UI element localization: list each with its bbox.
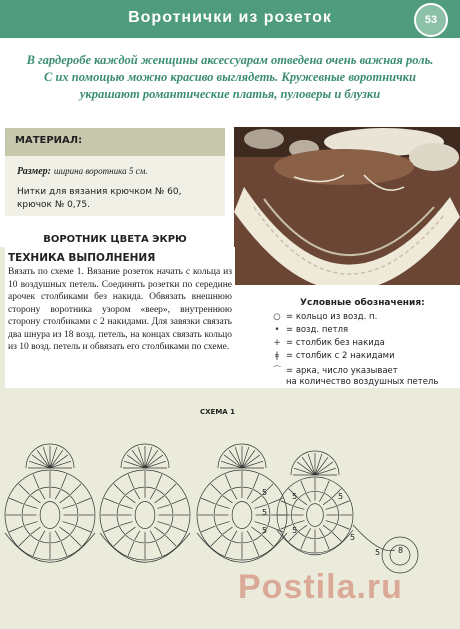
watermark: Postila.ru [238, 568, 403, 606]
stitch-post [9, 526, 23, 532]
fan-stitch [315, 457, 328, 475]
legend-item [268, 312, 377, 322]
arc-count-label: 5 [350, 533, 356, 542]
stitch-post [253, 474, 259, 488]
stitch-post [128, 474, 134, 488]
fan-stitch [127, 455, 145, 468]
material-line: крючок № 0,75. [17, 200, 90, 210]
arc-count-label: 5 [292, 492, 298, 501]
page-header [0, 0, 460, 38]
fan-stitch [145, 450, 158, 468]
fan-stitch [242, 447, 249, 468]
page-title: Воротнички из розеток [128, 9, 332, 26]
stitch-post [19, 535, 30, 546]
stitch-post [135, 490, 140, 499]
stitch-post [120, 522, 132, 526]
stitch-post [324, 481, 329, 493]
arc-count-label: 5 [262, 488, 268, 497]
stitch-post [31, 527, 41, 534]
stitch-post [156, 542, 162, 556]
material-label: МАТЕРИАЛ: [15, 135, 83, 146]
ring-icon: ○ [273, 312, 281, 322]
fan-stitch [29, 461, 50, 468]
legend-item [268, 377, 438, 387]
stitch-post [306, 528, 310, 536]
page-number-badge: 53 [414, 3, 448, 37]
stitch-post [25, 505, 37, 509]
stitch-post [223, 527, 233, 534]
stitch-post [225, 474, 231, 488]
legend-text: = столбик с 2 накидами [286, 351, 395, 361]
stitch-post [217, 522, 229, 526]
fan-stitch [224, 455, 242, 468]
arc-count-label: 5 [375, 548, 381, 557]
intro-line: С их помощью можно красиво выглядеть. Кружевные воротнички [44, 70, 416, 84]
arc-count-label: 5 [338, 492, 344, 501]
stitch-post [232, 490, 237, 499]
stitch-post [254, 522, 266, 526]
stitch-post [165, 484, 176, 495]
technique-heading: ТЕХНИКА ВЫПОЛНЕНИЯ [8, 252, 156, 264]
technique-text: Вязать по схеме 1. Вязание розеток начать с кольца из 10 воздушных петель. Соединять розетки по середине арочек столбиками без накида. Обвязать внешнюю сторону воротника узором «веер», внутреннюю сторону столбиками с 2 накидами. Для завязки связать два шнура из 18 возд. петель, на концах связать кольцо из 10 возд. петель и обвязать его столбиками по схеме. [8, 267, 232, 352]
sc-icon: + [273, 338, 281, 348]
fan-stitch [221, 461, 242, 468]
collar-photo [234, 127, 460, 285]
stitch-post [337, 524, 349, 529]
stitch-post [62, 522, 74, 526]
collar-photo-image [234, 127, 460, 285]
stitch-post [61, 474, 67, 488]
stitch-post [252, 496, 262, 503]
stitch-post [252, 527, 262, 534]
stitch-post [126, 527, 136, 534]
arc-count-label: 8 [398, 546, 404, 555]
stitch-post [165, 535, 176, 546]
fan-stitch [229, 450, 242, 468]
intro-paragraph [8, 52, 452, 103]
stitch-post [232, 531, 237, 540]
chain-icon: • [274, 325, 280, 335]
stitch-post [9, 498, 23, 504]
stitch-post [60, 496, 70, 503]
fan-stitch [50, 455, 68, 468]
stitch-post [223, 496, 233, 503]
arc-count-label: 5 [292, 526, 298, 535]
stitch-post [25, 522, 37, 526]
fan-stitch [50, 461, 71, 468]
stitch-post [62, 505, 74, 509]
stitch-post [55, 531, 60, 540]
stitch-post [262, 535, 273, 546]
legend-item [268, 351, 395, 361]
stitch-post [247, 531, 252, 540]
material-box [5, 128, 225, 216]
fan-stitch [294, 468, 315, 475]
material-label-bar [5, 128, 225, 156]
fan-stitch [315, 468, 336, 475]
fan-stitch [315, 454, 322, 475]
legend-text: = возд. петля [286, 325, 349, 335]
stitch-post [281, 501, 293, 506]
stitch-post [247, 490, 252, 499]
legend-text: = кольцо из возд. п. [286, 312, 378, 322]
stitch-post [156, 474, 162, 488]
stitch-post [217, 505, 229, 509]
stitch-post [55, 490, 60, 499]
technique-box [5, 247, 235, 387]
fan-stitch [315, 462, 333, 475]
stitch-post [326, 506, 337, 509]
stitch-post [337, 501, 349, 506]
stitch-post [253, 542, 259, 556]
rosette-center-ring [232, 502, 252, 529]
stitch-post [319, 494, 323, 502]
legend-text: = арка, число указывает [286, 366, 398, 376]
stitch-post [201, 526, 215, 532]
stitch-post [172, 526, 186, 532]
arc-count-label: 5 [262, 526, 268, 535]
stitch-post [324, 537, 329, 549]
legend [240, 288, 460, 388]
size-label: Размер: [17, 166, 51, 177]
stitch-post [150, 490, 155, 499]
material-line: Нитки для вязания крючком № 60, [17, 187, 182, 197]
stitch-post [332, 532, 341, 541]
stitch-post [301, 537, 306, 549]
fan-stitch [50, 450, 63, 468]
stitch-post [150, 531, 155, 540]
rosette-center-ring [307, 504, 324, 527]
stitch-post [135, 531, 140, 540]
stitch-post [60, 527, 70, 534]
legend-item [268, 338, 385, 348]
stitch-post [114, 535, 125, 546]
rosette-center-ring [40, 502, 60, 529]
fan-stitch [242, 461, 263, 468]
stitch-post [172, 498, 186, 504]
stitch-post [77, 526, 91, 532]
stitch-post [155, 527, 165, 534]
stitch-post [70, 535, 81, 546]
material-size [17, 166, 148, 177]
stitch-post [326, 521, 337, 524]
stitch-post [19, 484, 30, 495]
stitch-post [33, 474, 39, 488]
fan-stitch [132, 450, 145, 468]
arc-count-label: 5 [262, 508, 268, 517]
scheme-label: СХЕМА 1 [200, 408, 236, 416]
stitch-post [323, 499, 331, 505]
stitch-post [301, 481, 306, 493]
stitch-post [104, 526, 118, 532]
stitch-post [40, 490, 45, 499]
stitch-post [294, 521, 305, 524]
size-value: ширина воротника 5 см. [53, 166, 148, 176]
fan-stitch [145, 455, 163, 468]
fan-stitch [145, 447, 152, 468]
fan-stitch [242, 450, 255, 468]
legend-text: = столбик без накида [286, 338, 385, 348]
stitch-post [40, 531, 45, 540]
stitch-post [319, 528, 323, 536]
stitch-post [61, 542, 67, 556]
fan-stitch [50, 447, 57, 468]
stitch-post [211, 484, 222, 495]
dtr-icon: ǂ [275, 351, 279, 361]
fan-stitch [37, 450, 50, 468]
stitch-post [31, 496, 41, 503]
stitch-post [155, 496, 165, 503]
stitch-post [104, 498, 118, 504]
rosette-center-ring [135, 502, 155, 529]
stitch-post [281, 524, 293, 529]
fan-stitch [302, 457, 315, 475]
stitch-post [299, 499, 307, 505]
stitch-post [294, 506, 305, 509]
stitch-post [306, 494, 310, 502]
section-subheading: ВОРОТНИК ЦВЕТА ЭКРЮ [43, 234, 187, 245]
arc-icon: ⌒ [272, 366, 282, 376]
intro-line: украшают романтические платья, пуловеры и блузки [79, 87, 381, 101]
stitch-post [211, 535, 222, 546]
stitch-post [225, 542, 231, 556]
legend-item [268, 325, 348, 335]
stitch-post [70, 484, 81, 495]
stitch-post [299, 525, 307, 531]
fan-stitch [145, 461, 166, 468]
stitch-post [157, 522, 169, 526]
stitch-post [120, 505, 132, 509]
stitch-post [128, 542, 134, 556]
fan-stitch [297, 462, 315, 475]
legend-text: на количество воздушных петель [286, 377, 439, 387]
stitch-post [77, 498, 91, 504]
fan-stitch [43, 447, 50, 468]
stitch-post [201, 498, 215, 504]
stitch-post [114, 484, 125, 495]
cord-chain [353, 525, 395, 551]
fan-stitch [138, 447, 145, 468]
stitch-post [33, 542, 39, 556]
legend-item [268, 364, 398, 376]
intro-line: В гардеробе каждой женщины аксессуарам отведена очень важная роль. [26, 53, 434, 67]
fan-stitch [308, 454, 315, 475]
stitch-post [126, 496, 136, 503]
stitch-post [157, 505, 169, 509]
material-yarn [17, 186, 222, 212]
legend-title: Условные обозначения: [300, 298, 425, 308]
stitch-post [323, 525, 331, 531]
fan-stitch [32, 455, 50, 468]
fan-stitch [124, 461, 145, 468]
fan-stitch [235, 447, 242, 468]
fan-stitch [242, 455, 260, 468]
